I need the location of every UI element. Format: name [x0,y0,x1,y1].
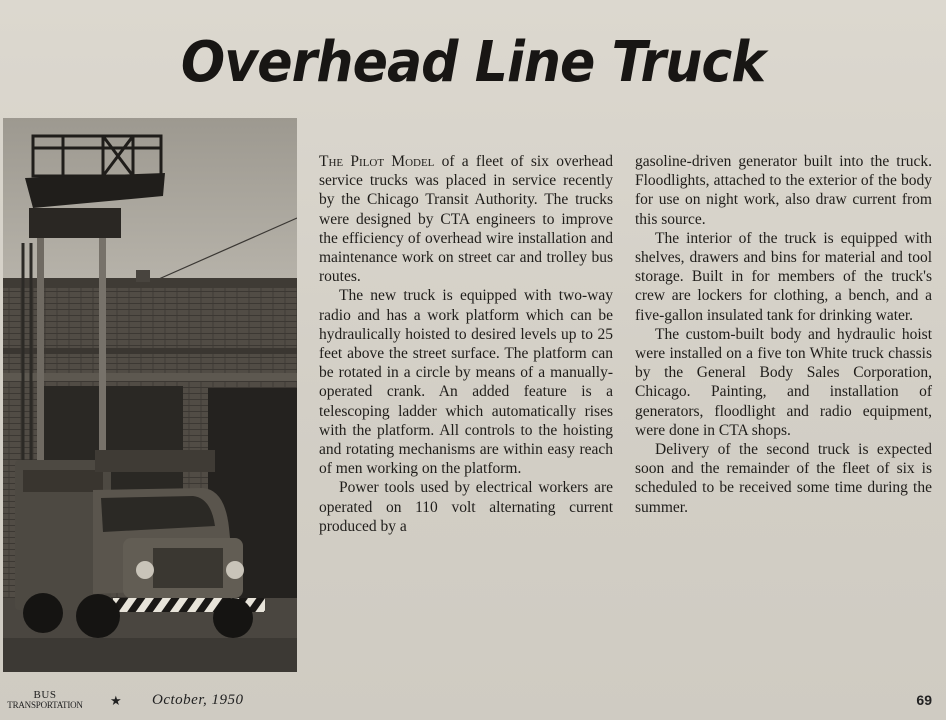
article-column-left [319,152,613,536]
article-title: Overhead Line Truck [180,30,766,95]
lead-in-smallcaps: The Pilot Model [319,153,435,170]
article-paragraph: Delivery of the second truck is expected soon and the remainder of the fleet of six is scheduled to be received some time during the summer. [635,441,932,516]
star-icon: ★ [110,693,122,708]
article-paragraph: The new truck is equipped with two-way radio and has a work platform which can be hydraulically hoisted to desired levels up to 25 feet above the street surface. The platform can be rotated in a circle by means of a manually-operated crank. An added feature is a telescoping ladder which automatically rises with the platform. All controls to the hoisting and rotating mechanisms are within easy reach of men working on the platform. [319,287,613,478]
article-paragraph: gasoline-driven generator built into the truck. Floodlights, attached to the exterior of the body for use on night work, also draw current from this source. [635,153,932,228]
truck-photo [3,118,297,672]
magazine-logo [6,690,84,710]
logo-line-2: TRANSPORTATION [7,700,83,710]
article-column-right [635,152,932,517]
page-number: 69 [916,692,932,708]
article-paragraph: The custom-built body and hydraulic hoist were installed on a five ton White truck chassis by the General Body Sales Corporation, Chicago. Painting, and installation of generators, floodlight and radio equipment, were done in CTA shops. [635,325,932,439]
logo-line-1: BUS [33,689,57,701]
issue-date: October, 1950 [152,692,244,708]
article-paragraph: The interior of the truck is equipped with shelves, drawers and bins for material and tool storage. Built in for members of the truck's crew are lockers for clothing, a bench, and a five-gallon insulated tank for drinking water. [635,229,932,324]
article-paragraph: Power tools used by electrical workers are operated on 110 volt alternating current produced by a [319,479,613,535]
lead-paragraph-text: of a fleet of six overhead service trucks was placed in service recently by the Chicago Transit Authority. The trucks were designed by CTA engineers to improve the efficiency of overhead wire installation and maintenance work on street car and trolley bus routes. [319,153,613,286]
page-footer [0,690,946,714]
article-paragraph [319,152,613,286]
